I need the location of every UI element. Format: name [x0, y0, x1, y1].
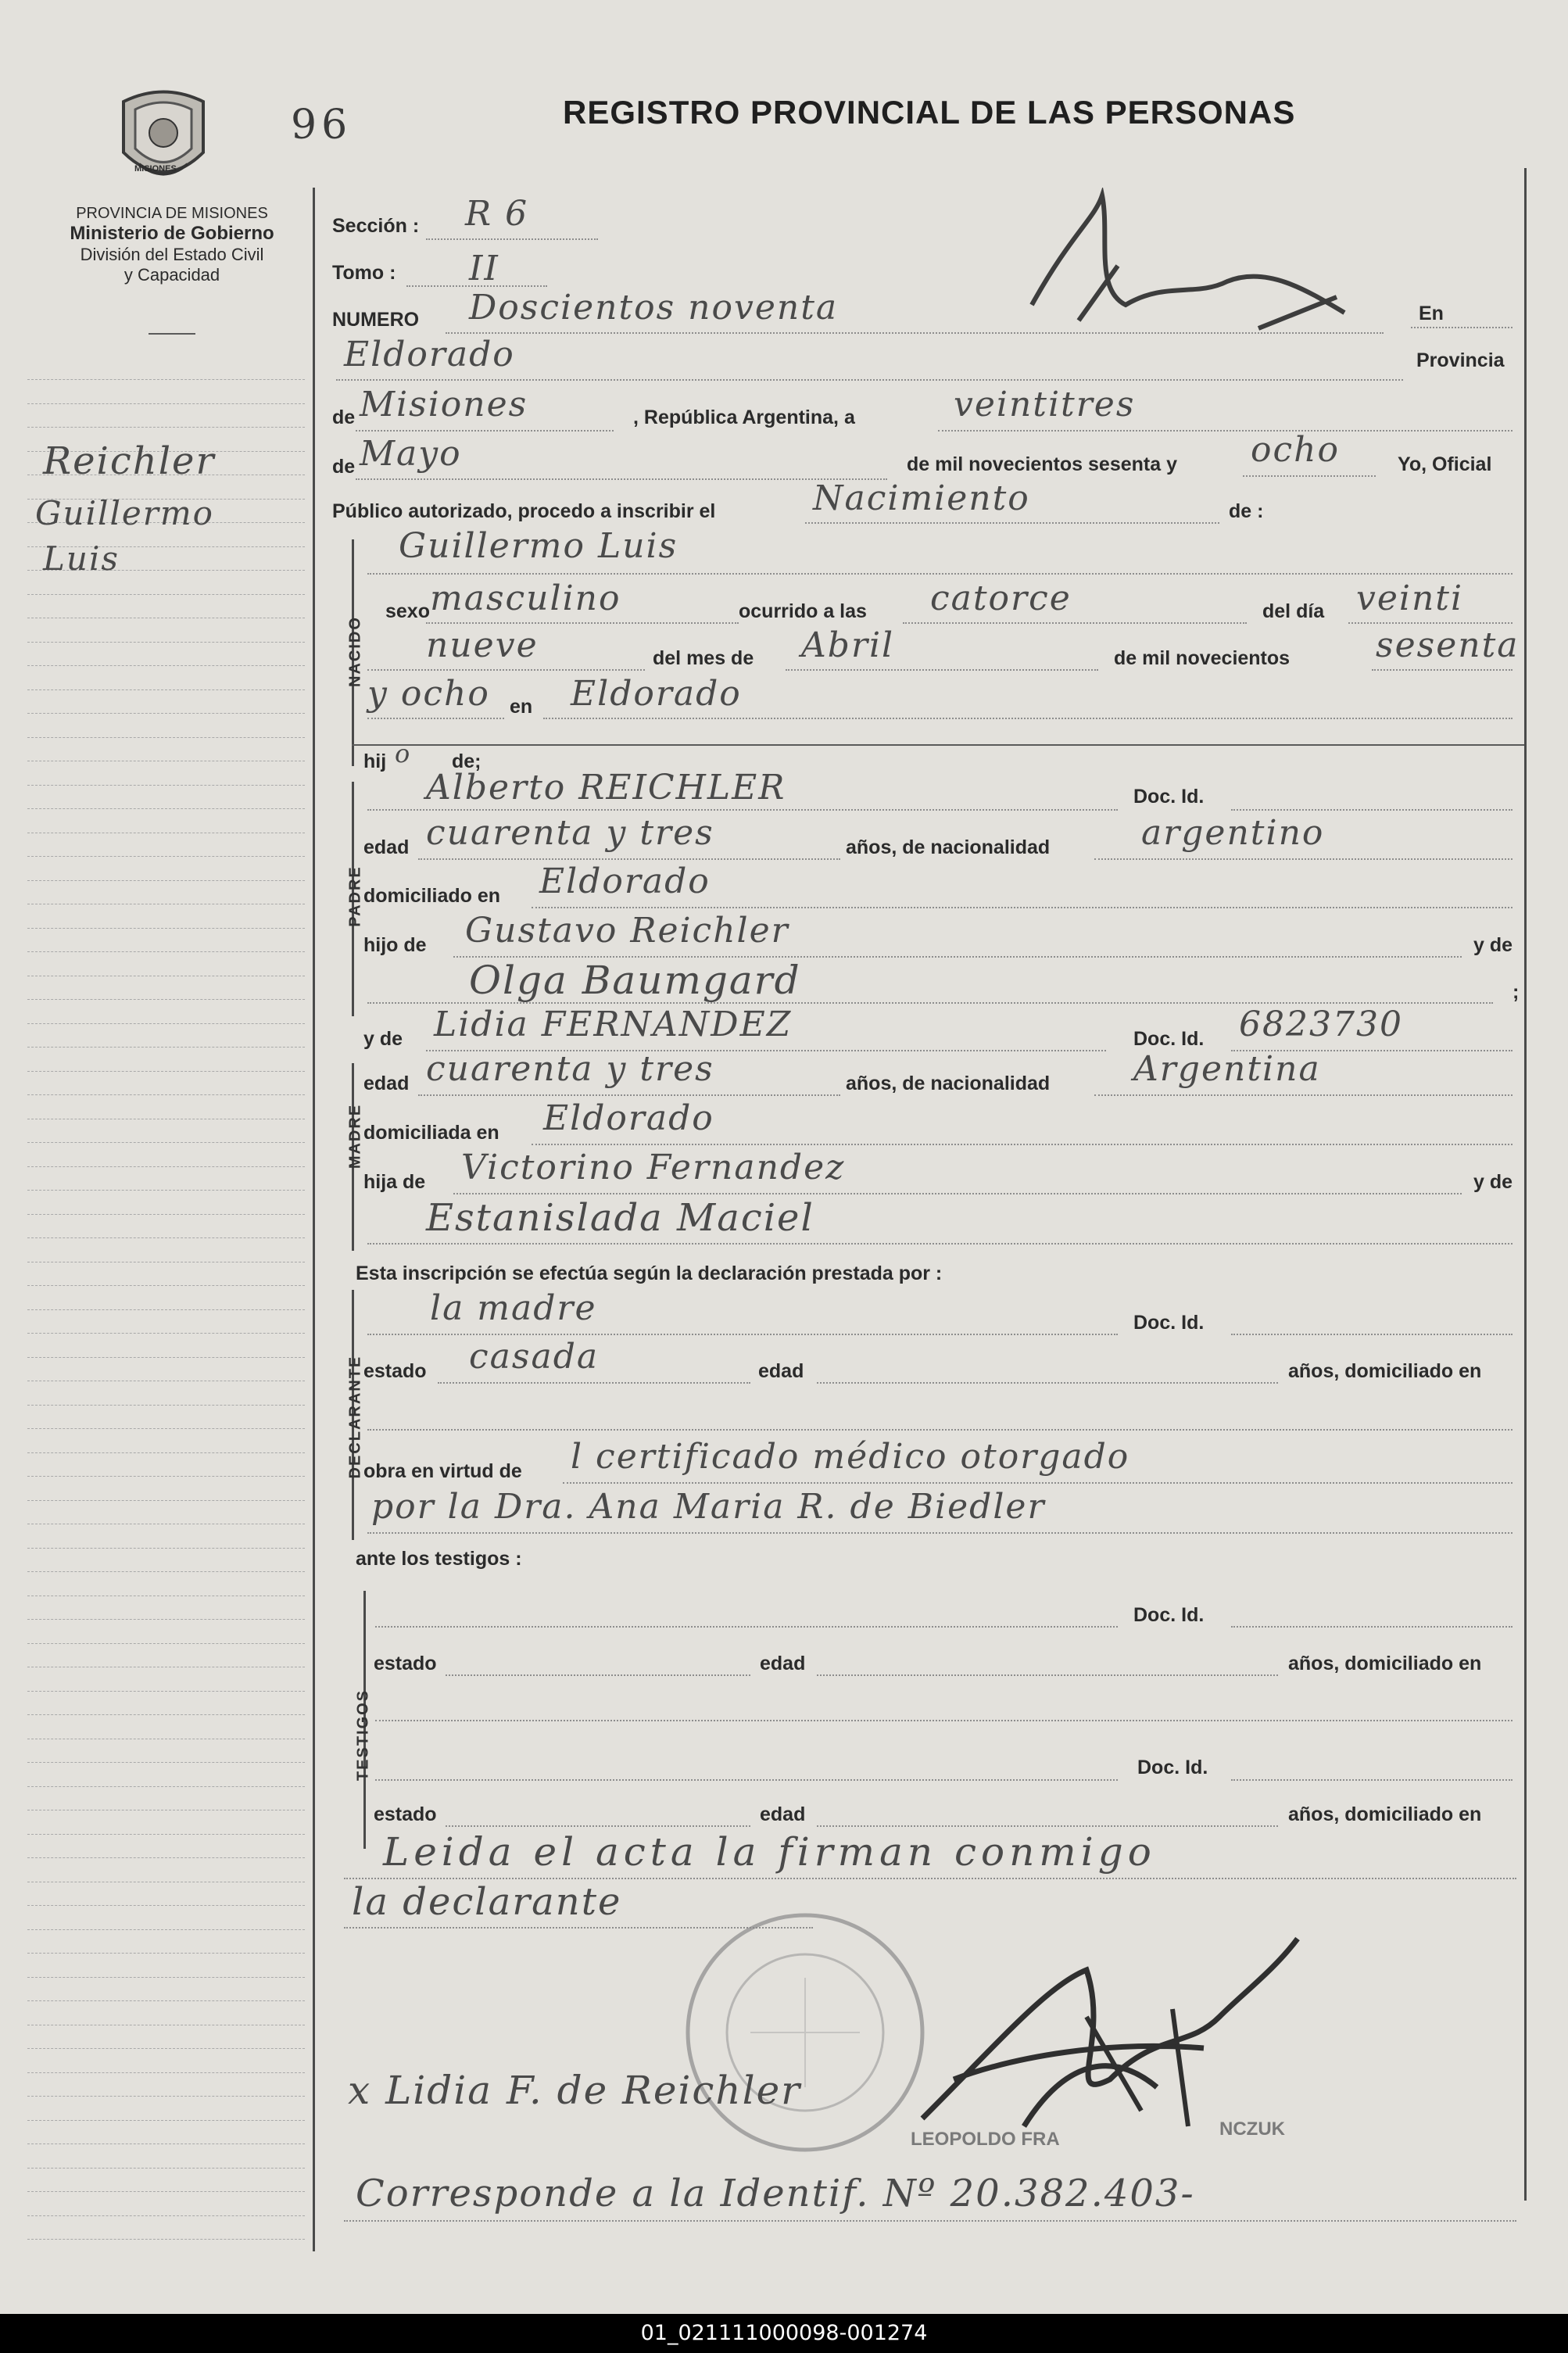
entry-lugar-nac: Eldorado — [571, 674, 742, 714]
label-mil-novecientos: de mil novecientos — [1114, 647, 1291, 669]
field-line — [367, 1243, 1513, 1245]
label-semicolon: ; — [1513, 981, 1520, 1003]
margin-rule-line — [27, 1285, 305, 1286]
field-line — [817, 1382, 1278, 1384]
entry-hij-suffix: o — [395, 739, 412, 768]
label-doc-id: Doc. Id. — [1137, 1757, 1208, 1778]
label-tomo: Tomo : — [332, 262, 396, 284]
margin-rule-line — [27, 951, 305, 952]
field-line — [367, 1429, 1513, 1431]
label-anos-dom: años, domiciliado en — [1288, 1803, 1482, 1825]
margin-rule-line — [27, 1571, 305, 1572]
entry-madre-nac: Argentina — [1133, 1049, 1321, 1089]
margin-rule-line — [27, 1905, 305, 1906]
margin-rule-line — [27, 1643, 305, 1644]
field-line — [367, 718, 504, 719]
field-line — [1231, 1779, 1513, 1781]
label-estado: estado — [374, 1803, 437, 1825]
field-line — [356, 430, 614, 432]
margin-rule-line — [27, 1619, 305, 1620]
margin-rule-line — [27, 2048, 305, 2049]
margin-rule-line — [27, 1953, 305, 1954]
side-label-declarante: DECLARANTE — [346, 1355, 364, 1479]
entry-correspondencia: Corresponde a la Identif. Nº 20.382.403- — [356, 2172, 1195, 2215]
entry-anio: ocho — [1251, 430, 1340, 470]
label-numero: NUMERO — [332, 309, 420, 331]
label-edad: edad — [363, 836, 410, 858]
margin-rule-line — [27, 1691, 305, 1692]
margin-rule-line — [27, 642, 305, 643]
label-de-semi: de; — [452, 750, 481, 772]
entry-padre-madre: Olga Baumgard — [469, 958, 801, 1003]
label-de: de — [332, 456, 356, 478]
field-line — [356, 478, 887, 480]
margin-rule-line — [27, 2168, 305, 2169]
margin-rule-line — [27, 2143, 305, 2144]
entry-madre-doc: 6823730 — [1239, 1005, 1403, 1044]
margin-rule-line — [27, 1333, 305, 1334]
label-anos-nac: años, de nacionalidad — [846, 836, 1051, 858]
margin-rule-line — [27, 1237, 305, 1238]
label-del-dia: del día — [1262, 600, 1325, 622]
field-line — [367, 809, 1118, 811]
margin-given-name-1: Guillermo — [35, 494, 214, 532]
declarant-signature: x Lidia F. de Reichler — [348, 2068, 802, 2113]
entry-dia: veintitres — [954, 385, 1136, 424]
official-stamp — [672, 1900, 938, 2165]
entry-padre-edad: cuarenta y tres — [426, 813, 714, 853]
entry-padre-nac: argentino — [1141, 813, 1325, 853]
entry-obra-1: l certificado médico otorgado — [571, 1437, 1130, 1477]
field-line — [938, 430, 1513, 432]
label-anos-dom: años, domiciliado en — [1288, 1360, 1482, 1382]
side-label-madre: MADRE — [346, 1103, 364, 1169]
field-line — [367, 1334, 1118, 1335]
field-line — [563, 1482, 1513, 1484]
entry-padre-padre: Gustavo Reichler — [465, 911, 789, 951]
entry-mes: Mayo — [360, 434, 462, 474]
label-ocurrido: ocurrido a las — [739, 600, 867, 622]
label-declaracion: Esta inscripción se efectúa según la declaración prestada por : — [356, 1262, 943, 1284]
entry-anio-nac-1: sesenta — [1376, 625, 1520, 665]
label-edad: edad — [363, 1073, 410, 1094]
margin-border — [313, 188, 315, 2251]
field-line — [375, 1779, 1118, 1781]
margin-rule-line — [27, 856, 305, 857]
margin-rule-line — [27, 1762, 305, 1763]
field-line — [532, 1144, 1513, 1145]
margin-rule-line — [27, 713, 305, 714]
label-anos-nac: años, de nacionalidad — [846, 1073, 1051, 1094]
entry-seccion: R 6 — [465, 194, 529, 234]
margin-rule-line — [27, 2096, 305, 2097]
entry-numero: Doscientos noventa — [469, 288, 839, 328]
field-line — [817, 1825, 1278, 1827]
margin-rule-line — [27, 1047, 305, 1048]
margin-rule-line — [27, 1929, 305, 1930]
label-del-mes: del mes de — [653, 647, 754, 669]
field-line — [1094, 1094, 1513, 1096]
field-line — [344, 2220, 1516, 2222]
label-hijo-de: hijo de — [363, 934, 427, 956]
entry-hora: catorce — [930, 578, 1072, 618]
field-line — [1231, 1334, 1513, 1335]
field-line — [418, 858, 840, 860]
label-publico: Público autorizado, procedo a inscribir el — [332, 500, 716, 522]
label-seccion: Sección : — [332, 215, 420, 237]
margin-rule-line — [27, 1834, 305, 1835]
label-edad: edad — [758, 1360, 804, 1382]
label-de-colon: de : — [1229, 500, 1264, 522]
margin-rule-line — [27, 1071, 305, 1072]
entry-dia-nac-2: nueve — [426, 625, 539, 665]
margin-rule-line — [27, 594, 305, 595]
field-line — [1231, 809, 1513, 811]
margin-rule-line — [27, 1786, 305, 1787]
margin-rule-line — [27, 880, 305, 881]
entry-nombre: Guillermo Luis — [399, 526, 678, 566]
field-line — [543, 718, 1513, 719]
label-yo-oficial: Yo, Oficial — [1398, 453, 1492, 475]
margin-rule-line — [27, 1476, 305, 1477]
entry-madre-dom: Eldorado — [543, 1098, 714, 1138]
field-line — [344, 1878, 1516, 1879]
label-sexo: sexo — [385, 600, 430, 622]
entry-cierre-1: Leida el acta la firman conmigo — [383, 1829, 1156, 1875]
margin-rule-line — [27, 1166, 305, 1167]
entry-anio-nac-2: y ocho — [367, 674, 490, 714]
field-line — [1231, 1626, 1513, 1628]
entry-declarante-estado: casada — [469, 1337, 600, 1377]
field-line — [817, 1674, 1278, 1676]
label-doc-id: Doc. Id. — [1133, 1312, 1205, 1334]
label-obra: obra en virtud de — [363, 1460, 522, 1482]
stamp-officer-name-2: NCZUK — [1219, 2118, 1285, 2140]
label-estado: estado — [374, 1653, 437, 1674]
field-line — [375, 1626, 1118, 1628]
entry-sexo: masculino — [430, 578, 621, 618]
field-line — [426, 622, 739, 624]
field-line — [438, 1382, 750, 1384]
margin-rule-line — [27, 689, 305, 690]
label-y-de: y de — [1473, 1171, 1513, 1193]
margin-rule-line — [27, 1714, 305, 1715]
entry-mes-nac: Abril — [801, 625, 895, 665]
label-estado: estado — [363, 1360, 427, 1382]
entry-provincia: Misiones — [360, 385, 528, 424]
field-line — [1411, 327, 1513, 328]
field-line — [903, 622, 1247, 624]
right-border — [1524, 168, 1527, 2201]
entry-tomo: II — [469, 249, 499, 288]
field-line — [367, 573, 1513, 575]
margin-rule-line — [27, 808, 305, 809]
field-line — [1348, 622, 1513, 624]
field-line — [375, 1720, 1513, 1721]
field-line — [336, 379, 1403, 381]
margin-rule-line — [27, 1500, 305, 1501]
entry-padre-dom: Eldorado — [539, 861, 711, 901]
entry-acto: Nacimiento — [813, 478, 1030, 518]
side-label-nacido: NACIDO — [346, 616, 364, 687]
label-edad: edad — [760, 1803, 806, 1825]
entry-madre-madre: Estanislada Maciel — [426, 1196, 814, 1240]
label-hija-de: hija de — [363, 1171, 426, 1193]
stamp-officer-name: LEOPOLDO FRA — [911, 2129, 1060, 2150]
label-en: En — [1419, 303, 1444, 324]
entry-declarante: la madre — [430, 1288, 597, 1328]
label-domiciliada: domiciliada en — [363, 1122, 499, 1144]
field-line — [446, 1674, 750, 1676]
label-ante: ante los testigos : — [356, 1548, 522, 1570]
margin-rule-line — [27, 1357, 305, 1358]
entry-dia-nac-1: veinti — [1356, 578, 1464, 618]
label-doc-id: Doc. Id. — [1133, 1604, 1205, 1626]
margin-rule-line — [27, 379, 305, 380]
label-doc-id: Doc. Id. — [1133, 786, 1205, 808]
margin-rule-line — [27, 1214, 305, 1215]
margin-rule-line — [27, 999, 305, 1000]
signature-scribble — [1008, 188, 1368, 360]
label-mil-sesenta: de mil novecientos sesenta y — [907, 453, 1177, 475]
field-line — [1094, 858, 1513, 860]
margin-rule-line — [27, 1405, 305, 1406]
entry-madre-nombre: Lidia FERNANDEZ — [434, 1005, 793, 1044]
side-label-testigos: TESTIGOS — [354, 1689, 372, 1782]
margin-rule-line — [27, 403, 305, 404]
margin-rule-line — [27, 2120, 305, 2121]
entry-madre-padre: Victorino Fernandez — [461, 1148, 846, 1187]
label-y-de-start: y de — [363, 1028, 403, 1050]
page-title: REGISTRO PROVINCIAL DE LAS PERSONAS — [563, 94, 1296, 131]
divider — [149, 333, 195, 335]
margin-rule-line — [27, 1857, 305, 1858]
margin-rule-line — [27, 1548, 305, 1549]
margin-rule-line — [27, 2072, 305, 2073]
field-line — [367, 669, 645, 671]
issuer-division: División del Estado Civil — [80, 245, 264, 264]
label-de: de — [332, 406, 356, 428]
margin-given-name-2: Luis — [43, 539, 120, 578]
margin-rule-line — [27, 665, 305, 666]
field-line — [418, 1094, 840, 1096]
margin-rule-line — [27, 1094, 305, 1095]
field-line — [1243, 475, 1376, 477]
entry-lugar: Eldorado — [344, 335, 515, 374]
field-line — [532, 907, 1513, 908]
margin-surname: Reichler — [43, 439, 216, 483]
margin-rule-line — [27, 2239, 305, 2240]
label-provincia: Provincia — [1416, 349, 1505, 371]
label-doc-id: Doc. Id. — [1133, 1028, 1205, 1050]
margin-rule-line — [27, 427, 305, 428]
issuer-block — [31, 205, 313, 285]
label-anos-dom: años, domiciliado en — [1288, 1653, 1482, 1674]
margin-rule-line — [27, 2191, 305, 2192]
issuer-capacity: y Capacidad — [124, 265, 220, 285]
field-line — [446, 1825, 750, 1827]
field-line — [453, 1193, 1462, 1194]
entry-cierre-2: la declarante — [352, 1880, 622, 1924]
page-number: 96 — [291, 102, 353, 149]
field-line — [367, 1532, 1513, 1534]
section-divider — [352, 744, 1524, 746]
margin-rule-line — [27, 1977, 305, 1978]
entry-obra-2: por la Dra. Ana Maria R. de Biedler — [371, 1487, 1046, 1527]
label-domiciliado: domiciliado en — [363, 885, 501, 907]
side-label-padre: PADRE — [346, 865, 364, 927]
margin-rule-line — [27, 1309, 305, 1310]
margin-rule-line — [27, 785, 305, 786]
field-line — [426, 238, 598, 240]
label-y-de: y de — [1473, 934, 1513, 956]
field-line — [805, 522, 1219, 524]
margin-rule-line — [27, 1428, 305, 1429]
label-en-lower: en — [510, 696, 533, 718]
label-republica: , República Argentina, a — [633, 406, 855, 428]
label-edad: edad — [760, 1653, 806, 1674]
margin-rule-line — [27, 1142, 305, 1143]
issuer-province: PROVINCIA DE MISIONES — [76, 205, 268, 222]
file-id-footer: 01_021111000098-001274 — [0, 2314, 1568, 2353]
seal-label: MISIONES — [134, 164, 177, 174]
margin-rule-line — [27, 737, 305, 738]
field-line — [786, 669, 1098, 671]
issuer-ministry: Ministerio de Gobierno — [70, 223, 274, 244]
label-hij: hij — [363, 750, 387, 772]
margin-rule-line — [27, 928, 305, 929]
entry-madre-edad: cuarenta y tres — [426, 1049, 714, 1089]
margin-rule-line — [27, 1190, 305, 1191]
entry-padre-nombre: Alberto REICHLER — [426, 768, 786, 808]
margin-rule-line — [27, 2215, 305, 2216]
field-line — [1372, 669, 1513, 671]
margin-rule-line — [27, 1023, 305, 1024]
margin-rule-line — [27, 2000, 305, 2001]
margin-rule-line — [27, 1452, 305, 1453]
